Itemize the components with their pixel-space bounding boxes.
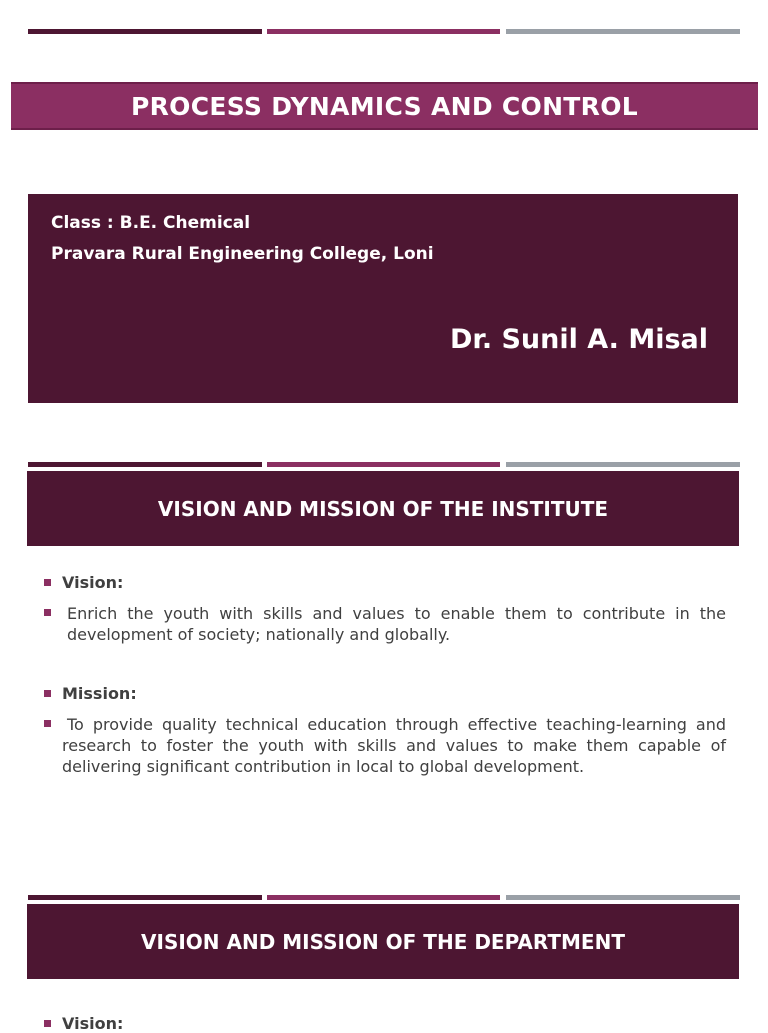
section-stripe-grey-2 <box>506 895 740 900</box>
slide-title: PROCESS DYNAMICS AND CONTROL <box>131 91 638 121</box>
section-stripe-magenta-2 <box>267 895 500 900</box>
class-line: Class : B.E. Chemical <box>51 213 251 233</box>
vision-label: Vision: <box>62 573 124 592</box>
college-line: Pravara Rural Engineering College, Loni <box>51 244 434 264</box>
institute-section-header <box>27 471 739 546</box>
department-heading: VISION AND MISSION OF THE DEPARTMENT <box>141 929 625 954</box>
bullet-square-icon <box>44 609 51 616</box>
vision-text: Enrich the youth with skills and values to enable them to contribute in the development of society; nationally and globally. <box>67 604 726 644</box>
slide-title-bar <box>11 82 758 130</box>
institute-vision-text-row <box>44 603 726 647</box>
bullet-square-icon <box>44 720 51 727</box>
section-stripe-magenta <box>267 462 500 467</box>
institute-heading: VISION AND MISSION OF THE INSTITUTE <box>157 496 609 521</box>
institute-mission-text-row <box>44 714 726 780</box>
top-stripe-dark <box>28 29 262 34</box>
author-name: Dr. Sunil A. Misal <box>449 324 708 355</box>
bullet-square-icon <box>44 690 51 697</box>
top-stripe-magenta <box>267 29 500 34</box>
section-stripe-dark <box>28 462 262 467</box>
section-stripe-grey <box>506 462 740 467</box>
department-vision-label: Vision: <box>62 1014 124 1033</box>
mission-text: To provide quality technical education through effective teaching-learning and research to foster the youth with skills and values to make them capable of delivering significant contribution in local to global development. <box>62 715 726 776</box>
top-stripe-grey <box>506 29 740 34</box>
bullet-square-icon <box>44 579 51 586</box>
section-stripe-dark-2 <box>28 895 262 900</box>
course-info-box <box>28 194 738 403</box>
mission-label: Mission: <box>62 684 137 703</box>
department-section-header <box>27 904 739 979</box>
